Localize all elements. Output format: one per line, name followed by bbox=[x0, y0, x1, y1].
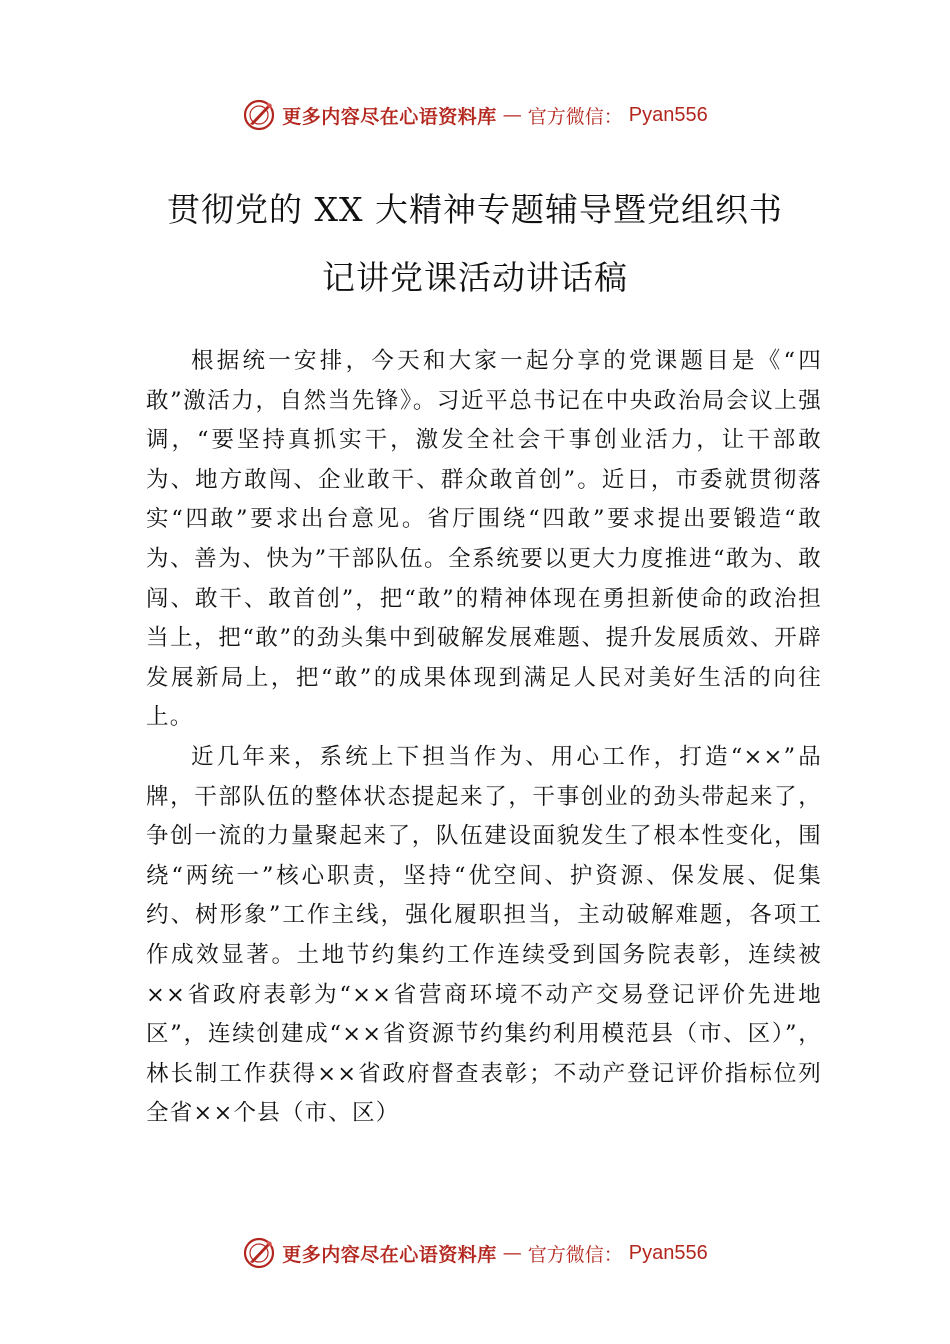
red-quill-seal-icon bbox=[242, 1236, 276, 1270]
header-banner-wechat-id: Pyan556 bbox=[628, 103, 708, 126]
paragraph-2: 近几年来，系统上下担当作为、用心工作，打造“××”品牌，干部队伍的整体状态提起来了，干事创业的劲头带起来了，争创一流的力量聚起来了，队伍建设面貌发生了根本性变化，围绕“两统一”核心职责，坚持“优空间、护资源、保发展、促集约、树形象”工作主线，强化履职担当，主动破解难题，各项工作成效显著。土地节约集约工作连续受到国务院表彰，连续被××省政府表彰为“××省营商环境不动产交易登记评价先进地区”，连续创建成“××省资源节约集约利用模范县（市、区）”，林长制工作获得××省政府督查表彰；不动产登记评价指标位列全省××个县（市、区） bbox=[146, 743, 822, 1127]
header-banner-text: 更多内容尽在心语资料库 bbox=[282, 105, 497, 128]
red-quill-seal-icon bbox=[242, 98, 276, 132]
footer-banner-text: 更多内容尽在心语资料库 bbox=[282, 1243, 497, 1266]
footer-banner-wechat-label: 官方微信： bbox=[527, 1243, 623, 1266]
document-title bbox=[0, 176, 950, 312]
title-line-2: 记讲党课活动讲话稿 bbox=[322, 258, 628, 297]
header-banner bbox=[0, 95, 950, 135]
title-line-1: 贯彻党的 XX 大精神专题辅导暨党组织书 bbox=[167, 190, 783, 229]
footer-banner-separator: — bbox=[502, 1242, 522, 1264]
header-banner-wechat-label: 官方微信： bbox=[527, 105, 623, 128]
footer-banner bbox=[0, 1233, 950, 1273]
document-body bbox=[146, 342, 822, 1134]
paragraph-1: 根据统一安排，今天和大家一起分享的党课题目是《“四敢”激活力，自然当先锋》。习近平总书记在中央政治局会议上强调，“要坚持真抓实干，激发全社会干事创业活力，让干部敢为、地方敢闯、企业敢干、群众敢首创”。近日，市委就贯彻落实“四敢”要求出台意见。省厅围绕“四敢”要求提出要锻造“敢为、善为、快为”干部队伍。全系统要以更大力度推进“敢为、敢闯、敢干、敢首创”，把“敢”的精神体现在勇担新使命的政治担当上，把“敢”的劲头集中到破解发展难题、提升发展质效、开辟发展新局上，把“敢”的成果体现到满足人民对美好生活的向往上。 bbox=[146, 348, 822, 731]
footer-banner-wechat-id: Pyan556 bbox=[628, 1241, 708, 1264]
header-banner-separator: — bbox=[502, 104, 522, 126]
